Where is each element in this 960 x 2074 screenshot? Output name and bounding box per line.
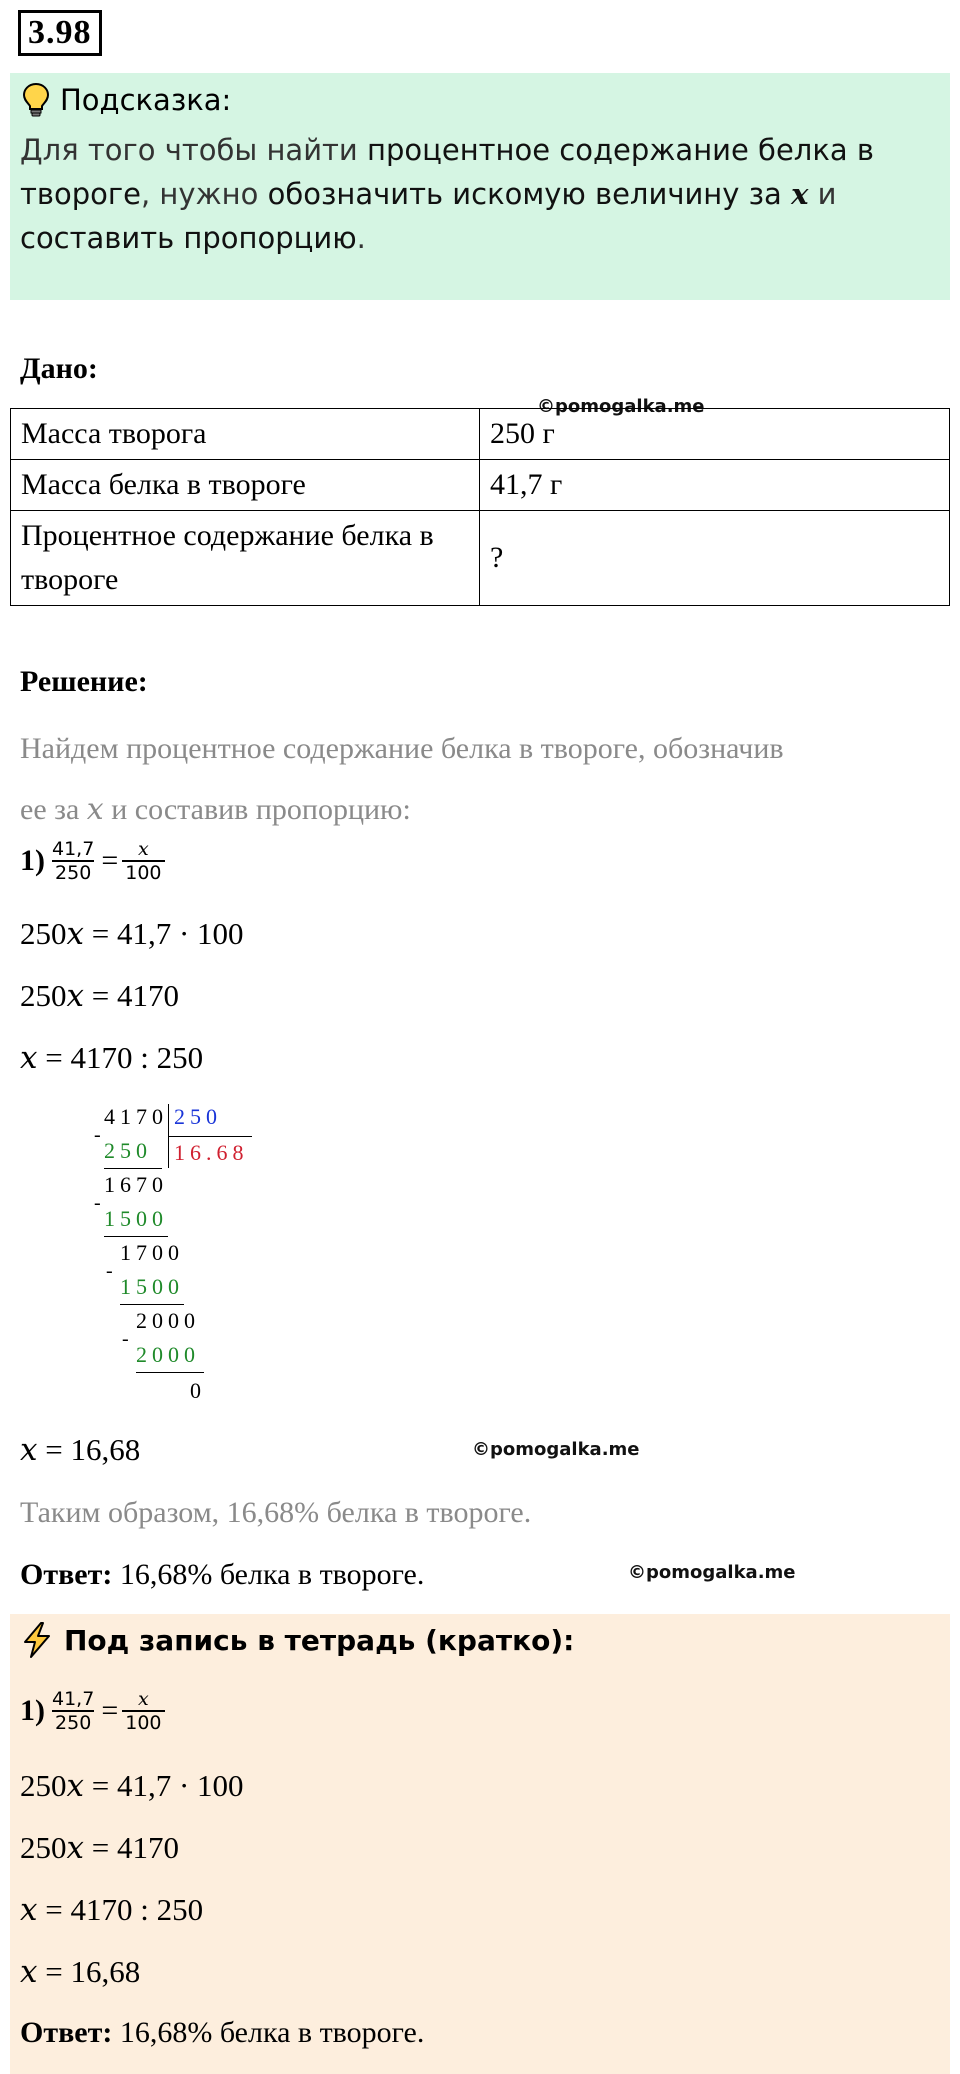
hint-part: и: [808, 177, 837, 211]
numerator: 41,7: [52, 1688, 95, 1710]
eq-variable: x: [66, 1768, 84, 1804]
equation-line: [20, 1040, 203, 1076]
conclusion: Таким образом, 16,68% белка в твороге.: [20, 1496, 532, 1529]
notebook-title: [22, 1622, 574, 1658]
eq-part: = 41,7 · 100: [83, 1768, 244, 1803]
given-label: Процентное содержание белка в твороге: [11, 511, 480, 606]
division-line: [104, 1168, 162, 1169]
hint-part: обозначить искомую величину за: [267, 177, 792, 211]
eq-variable: x: [66, 1830, 84, 1866]
eq-variable: x: [66, 978, 84, 1014]
minus-sign: -: [94, 1192, 106, 1214]
dividend: 4170: [104, 1104, 168, 1129]
intro-text: ее за: [20, 793, 87, 826]
given-table: [10, 408, 950, 606]
solution-heading: Решение:: [20, 665, 148, 698]
numerator: x: [138, 1688, 149, 1710]
hint-part: процентное содержание белка в твороге: [20, 133, 874, 211]
denominator: 100: [122, 1710, 164, 1734]
table-row: [11, 460, 950, 511]
table-row: [11, 511, 950, 606]
hint-body: [20, 128, 920, 260]
fraction: [122, 838, 164, 884]
eq-variable: x: [20, 1040, 38, 1076]
equation-line: [20, 1892, 203, 1928]
final-remainder: 0: [190, 1378, 206, 1403]
hint-variable: x: [791, 177, 809, 211]
denominator: 250: [52, 1710, 94, 1734]
equation-line: [20, 978, 179, 1014]
eq-part: = 4170: [83, 978, 179, 1013]
division-line: [104, 1236, 168, 1237]
table-row: [11, 409, 950, 460]
given-value: 41,7 г: [480, 460, 950, 511]
lightbulb-icon: [22, 82, 50, 118]
remainder: 1670: [104, 1172, 168, 1197]
eq-part: 250: [20, 1768, 67, 1803]
intro-line-1: Найдем процентное содержание белка в твороге, обозначив: [20, 732, 784, 765]
equals-sign: =: [101, 844, 119, 877]
answer: [20, 2016, 424, 2050]
eq-part: = 16,68: [37, 1432, 141, 1467]
eq-part: 250: [20, 916, 67, 951]
given-label: Масса творога: [11, 409, 480, 460]
intro-variable: x: [86, 792, 104, 827]
eq-variable: x: [20, 1892, 38, 1928]
eq-variable: x: [66, 916, 84, 952]
fraction: [122, 1688, 164, 1734]
answer-text: 16,68% белка в твороге.: [112, 2016, 425, 2049]
answer-label: Ответ:: [20, 1558, 113, 1591]
minus-sign: -: [94, 1124, 106, 1146]
hint-title: [22, 82, 231, 118]
watermark: ©pomogalka.me: [537, 396, 705, 417]
answer: [20, 1558, 424, 1592]
fraction: [49, 1688, 97, 1734]
eq-part: = 4170: [83, 1830, 179, 1865]
eq-part: = 4170 : 250: [37, 1040, 204, 1075]
equals-sign: =: [101, 1694, 119, 1727]
minus-sign: -: [122, 1328, 134, 1350]
step-label: 1): [20, 844, 45, 877]
intro-line-2: [20, 779, 940, 840]
given-value: 250 г: [480, 409, 950, 460]
given-value: ?: [480, 511, 950, 606]
given-heading: Дано:: [20, 352, 98, 385]
fraction: [49, 838, 97, 884]
subtrahend: 1500: [104, 1206, 168, 1231]
solution-intro: [20, 718, 940, 840]
hint-part: .: [356, 221, 366, 255]
hint-part: составить пропорцию: [20, 221, 357, 255]
eq-part: = 16,68: [37, 1954, 141, 1989]
divisor: 250: [174, 1104, 222, 1129]
proportion: [20, 1688, 169, 1734]
answer-text: 16,68% белка в твороге.: [112, 1558, 425, 1591]
task-number: 3.98: [18, 10, 102, 56]
hint-part: , нужно: [140, 177, 268, 211]
quotient: 16.68: [174, 1140, 249, 1165]
given-label: Масса белка в твороге: [11, 460, 480, 511]
division-line: [136, 1372, 204, 1373]
minus-sign: -: [106, 1260, 118, 1282]
division-line: [120, 1304, 184, 1305]
eq-part: 250: [20, 978, 67, 1013]
watermark: ©pomogalka.me: [472, 1439, 640, 1460]
equation-line: [20, 1768, 244, 1804]
step-label: 1): [20, 1694, 45, 1727]
hint-part: Для того чтобы найти: [20, 133, 367, 167]
remainder: 1700: [120, 1240, 184, 1265]
lightning-icon: [22, 1622, 52, 1658]
eq-variable: x: [20, 1954, 38, 1990]
eq-part: = 41,7 · 100: [83, 916, 244, 951]
eq-variable: x: [20, 1432, 38, 1468]
equation-line: [20, 916, 244, 952]
subtrahend: 1500: [120, 1274, 184, 1299]
numerator: 41,7: [52, 838, 95, 860]
hint-title-text: Подсказка:: [60, 83, 232, 117]
numerator: x: [138, 838, 149, 860]
proportion: [20, 838, 169, 884]
divisor-underline: [168, 1136, 252, 1137]
equation-line: [20, 1954, 140, 1990]
denominator: 250: [52, 860, 94, 884]
subtrahend: 250: [104, 1138, 152, 1163]
intro-text: и составив пропорцию:: [103, 793, 411, 826]
eq-part: 250: [20, 1830, 67, 1865]
eq-part: = 4170 : 250: [37, 1892, 204, 1927]
equation-line: [20, 1432, 140, 1468]
watermark: ©pomogalka.me: [628, 1562, 796, 1583]
answer-label: Ответ:: [20, 2016, 113, 2049]
subtrahend: 2000: [136, 1342, 200, 1367]
equation-line: [20, 1830, 179, 1866]
notebook-title-text: Под запись в тетрадь (кратко):: [64, 1623, 575, 1657]
denominator: 100: [122, 860, 164, 884]
remainder: 2000: [136, 1308, 200, 1333]
